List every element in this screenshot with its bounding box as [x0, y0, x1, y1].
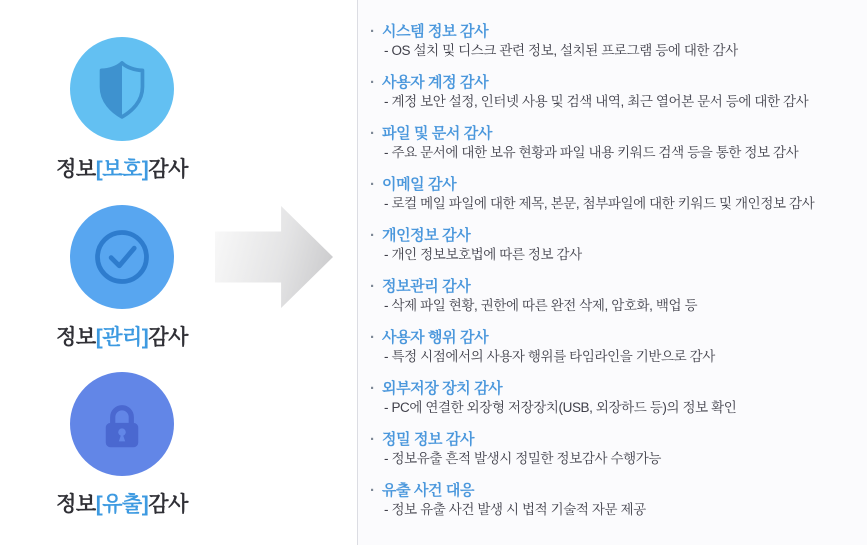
audit-item-description: - PC에 연결한 외장형 저장장치(USB, 외장하드 등)의 정보 확인 [384, 400, 737, 415]
audit-item-description: - 정보유출 흔적 발생시 정밀한 정보감사 수행가능 [384, 451, 662, 466]
audit-item-title-row [370, 226, 859, 245]
audit-item-title-row [370, 328, 859, 347]
audit-item-title: 이메일 감사 [382, 176, 457, 193]
audit-list-item [370, 226, 859, 264]
bullet-icon: · [370, 431, 375, 448]
audit-list-item [370, 124, 859, 162]
audit-item-title: 시스템 정보 감사 [382, 23, 489, 40]
audit-item-title: 유출 사건 대응 [382, 482, 475, 499]
audit-item-description: - OS 설치 및 디스크 관련 정보, 설치된 프로그램 등에 대한 감사 [384, 43, 738, 58]
bullet-icon: · [370, 125, 375, 142]
label-prefix: 정보 [56, 493, 96, 516]
audit-item-title: 파일 및 문서 감사 [382, 125, 492, 142]
audit-list-panel [357, 0, 867, 545]
audit-target-label [56, 488, 188, 518]
audit-item-title-row [370, 73, 859, 92]
check-icon-glyph [88, 223, 156, 291]
audit-item-title-row [370, 430, 859, 449]
audit-item-description: - 주요 문서에 대한 보유 현황과 파일 내용 키워드 검색 등을 통한 정보 감사 [384, 145, 799, 160]
shield-icon-glyph [91, 56, 153, 122]
audit-list-item [370, 277, 859, 315]
audit-item-title: 정보관리 감사 [382, 278, 471, 295]
label-suffix: 감사 [148, 158, 188, 181]
audit-item-description: - 특정 시점에서의 사용자 행위를 타임라인을 기반으로 감사 [384, 349, 715, 364]
label-prefix: 정보 [56, 326, 96, 349]
audit-item-description: - 정보 유출 사건 발생 시 법적 기술적 자문 제공 [384, 502, 646, 517]
audit-item-title: 정밀 정보 감사 [382, 431, 475, 448]
audit-item-title: 개인정보 감사 [382, 227, 471, 244]
bullet-icon: · [370, 482, 375, 499]
bullet-icon: · [370, 74, 375, 91]
audit-item-description: - 삭제 파일 현황, 권한에 따른 완전 삭제, 암호화, 백업 등 [384, 298, 698, 313]
check-icon [70, 205, 174, 309]
audit-list [370, 22, 859, 519]
audit-target-leakage [32, 372, 212, 518]
audit-item-title: 사용자 행위 감사 [382, 329, 489, 346]
audit-target-label [56, 321, 188, 351]
bullet-icon: · [370, 278, 375, 295]
label-suffix: 감사 [148, 493, 188, 516]
label-highlight: [관리] [95, 326, 149, 349]
label-prefix: 정보 [56, 158, 96, 181]
label-suffix: 감사 [148, 326, 188, 349]
audit-list-item [370, 481, 859, 519]
audit-list-item [370, 328, 859, 366]
audit-item-title: 외부저장 장치 감사 [382, 380, 503, 397]
label-highlight: [유출] [95, 493, 149, 516]
bullet-icon: · [370, 380, 375, 397]
bullet-icon: · [370, 329, 375, 346]
audit-target-protection [32, 37, 212, 183]
audit-item-description: - 로컬 메일 파일에 대한 제목, 본문, 첨부파일에 대한 키워드 및 개인정보 감사 [384, 196, 815, 211]
label-highlight: [보호] [95, 158, 149, 181]
audit-list-item [370, 430, 859, 468]
audit-item-description: - 계정 보안 설정, 인터넷 사용 및 검색 내역, 최근 열어본 문서 등에 대한 감사 [384, 94, 809, 109]
audit-target-management [32, 205, 212, 351]
bullet-icon: · [370, 23, 375, 40]
lock-icon-glyph [93, 393, 151, 455]
lock-icon [70, 372, 174, 476]
audit-item-title: 사용자 계정 감사 [382, 74, 489, 91]
audit-list-item [370, 22, 859, 60]
audit-list-item [370, 73, 859, 111]
audit-list-item [370, 379, 859, 417]
audit-item-title-row [370, 22, 859, 41]
audit-target-label [56, 153, 188, 183]
bullet-icon: · [370, 227, 375, 244]
shield-icon [70, 37, 174, 141]
audit-list-item [370, 175, 859, 213]
arrow-right-icon [215, 206, 333, 308]
audit-item-description: - 개인 정보보호법에 따른 정보 감사 [384, 247, 582, 262]
audit-item-title-row [370, 379, 859, 398]
audit-item-title-row [370, 175, 859, 194]
audit-item-title-row [370, 481, 859, 500]
audit-item-title-row [370, 277, 859, 296]
audit-item-title-row [370, 124, 859, 143]
bullet-icon: · [370, 176, 375, 193]
